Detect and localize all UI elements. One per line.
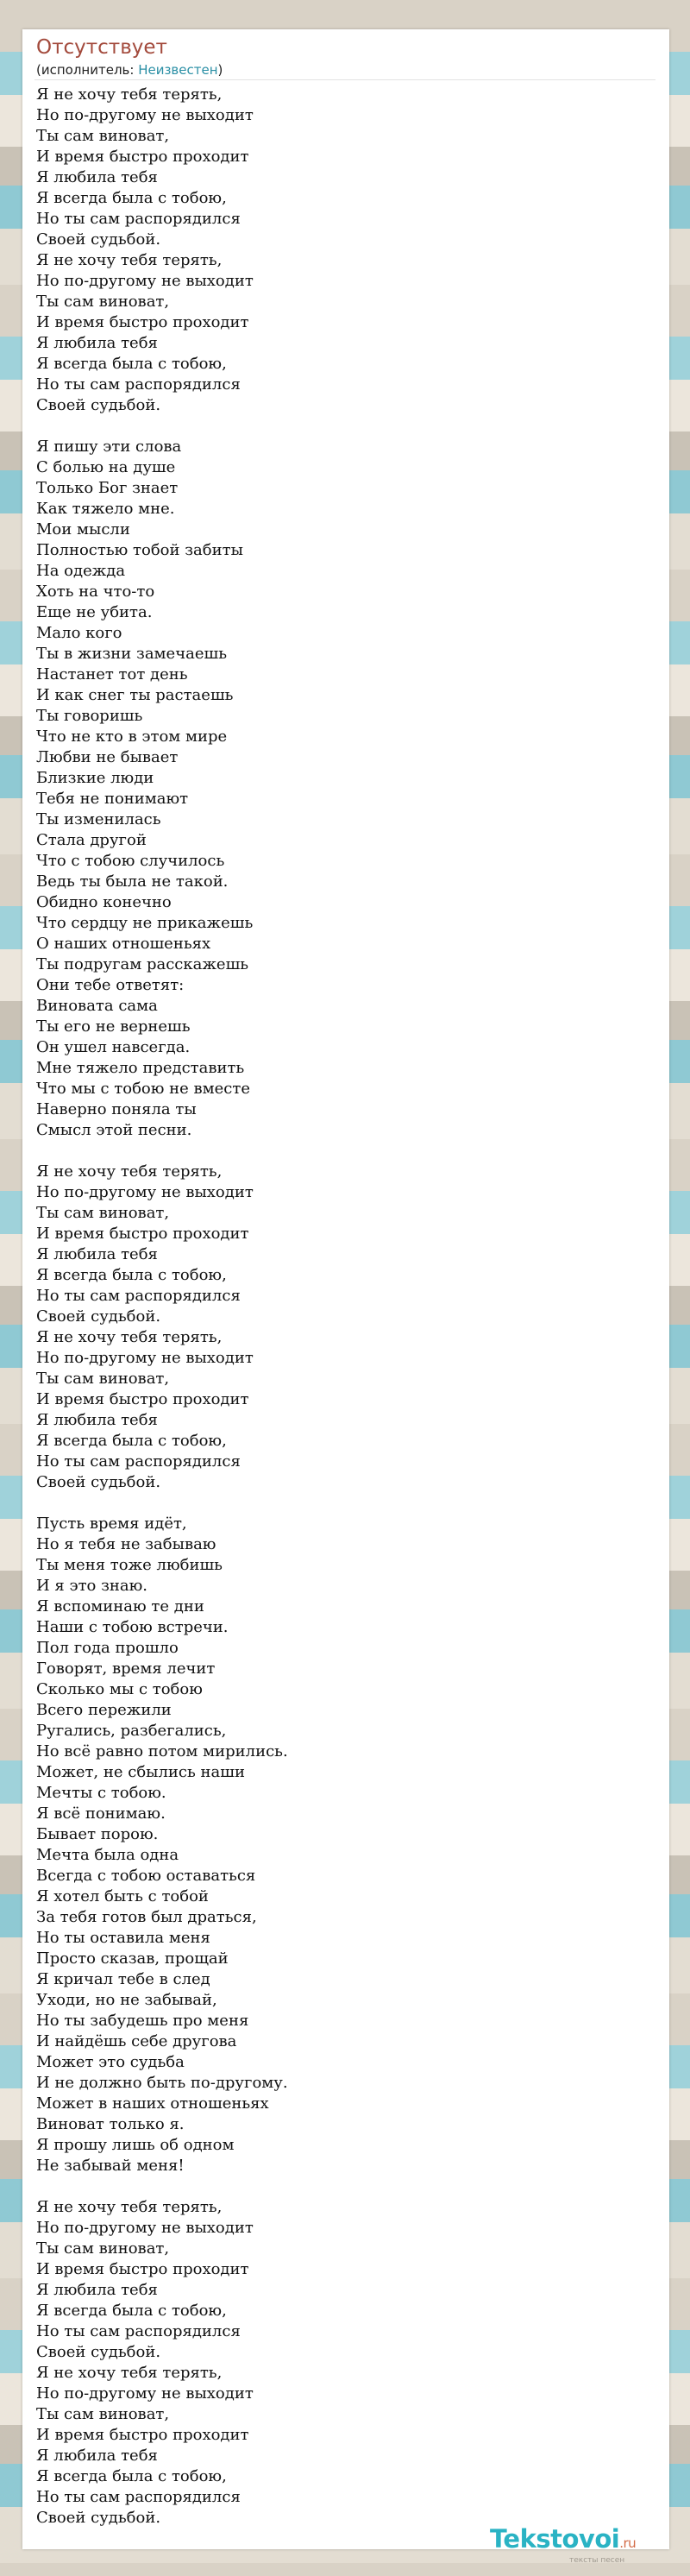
lyric-line: Я не хочу тебя терять, — [36, 2198, 223, 2216]
lyric-line: И время быстро проходит — [36, 148, 249, 166]
lyric-line: Но по-другому не выходит — [36, 1349, 254, 1367]
lyric-line: Но ты сам распорядился — [36, 375, 241, 394]
lyric-line: Хоть на что-то — [36, 583, 155, 601]
verse-break — [36, 2176, 640, 2197]
site-logo-tld: .ru — [619, 2535, 637, 2551]
lyric-line: Но по-другому не выходит — [36, 106, 254, 124]
lyric-line: Ты изменилась — [36, 810, 161, 828]
lyric-line: Но ты забудешь про меня — [36, 2012, 249, 2030]
lyric-line: Я всё понимаю. — [36, 1804, 166, 1823]
song-title: Отсутствует — [36, 36, 167, 59]
lyric-line: Ты сам виноват, — [36, 2405, 170, 2423]
lyric-line: Что с тобою случилось — [36, 852, 225, 870]
lyric-line: Не забывай меня! — [36, 2157, 185, 2175]
lyric-line: Всегда с тобою оставаться — [36, 1867, 256, 1885]
lyric-line: Но ты сам распорядился — [36, 1452, 241, 1471]
lyric-line: Как тяжело мне. — [36, 500, 175, 518]
lyric-line: На одежда — [36, 562, 126, 580]
lyric-line: Но я тебя не забываю — [36, 1535, 216, 1553]
lyric-line: Ты говоришь — [36, 707, 143, 725]
lyric-line: Пусть время идёт, — [36, 1515, 187, 1533]
lyric-line: И время быстро проходит — [36, 2426, 249, 2444]
lyric-line: Тебя не понимают — [36, 790, 189, 808]
lyric-line: Своей судьбой. — [36, 1473, 161, 1491]
lyric-line: Ты сам виноват, — [36, 1370, 170, 1388]
lyric-line: Я хотел быть с тобой — [36, 1887, 209, 1905]
lyric-line: Ты в жизни замечаешь — [36, 645, 228, 663]
lyric-line: Близкие люди — [36, 769, 154, 787]
lyric-line: Смысл этой песни. — [36, 1121, 192, 1139]
lyric-line: Я любила тебя — [36, 168, 158, 186]
lyric-line: Ты сам виноват, — [36, 293, 170, 311]
lyric-line: И не должно быть по-другому. — [36, 2074, 288, 2092]
site-logo-tagline: тексты песен — [569, 2556, 625, 2565]
lyric-line: Ведь ты была не такой. — [36, 872, 229, 891]
lyric-line: Пол года прошло — [36, 1639, 179, 1657]
lyric-line: Я не хочу тебя терять, — [36, 1328, 223, 1346]
lyric-line: Я всегда была с тобою, — [36, 2467, 227, 2485]
lyric-line: Но всё равно потом мирились. — [36, 1742, 288, 1760]
lyric-line: Своей судьбой. — [36, 2509, 161, 2527]
lyric-line: Еще не убита. — [36, 603, 153, 621]
lyric-line: Своей судьбой. — [36, 396, 161, 414]
lyric-line: Я любила тебя — [36, 2281, 158, 2299]
lyric-line: И найдёшь себе другова — [36, 2032, 237, 2050]
lyric-line: Но по-другому не выходит — [36, 2384, 254, 2403]
lyric-line: Что не кто в этом мире — [36, 727, 228, 746]
lyric-line: И время быстро проходит — [36, 1225, 249, 1243]
lyric-line: Я не хочу тебя терять, — [36, 1162, 223, 1181]
lyric-line: Что мы с тобою не вместе — [36, 1080, 250, 1098]
lyric-line: Настанет тот день — [36, 665, 188, 683]
lyric-line: Может в наших отношеньях — [36, 2094, 269, 2113]
lyric-line: Я прошу лишь об одном — [36, 2136, 235, 2154]
lyric-line: Ты сам виноват, — [36, 1204, 170, 1222]
header-divider — [34, 79, 656, 80]
lyric-line: Но ты оставила меня — [36, 1929, 210, 1947]
performer-link[interactable]: Неизвестен — [138, 62, 218, 78]
lyric-line: Мечты с тобою. — [36, 1784, 166, 1802]
lyric-line: Ругались, разбегались, — [36, 1722, 227, 1740]
lyric-line: Они тебе ответят: — [36, 976, 185, 994]
lyric-line: Но ты сам распорядился — [36, 2322, 241, 2340]
lyric-line: За тебя готов был драться, — [36, 1908, 257, 1926]
lyric-line: Сколько мы с тобою — [36, 1680, 203, 1698]
lyric-line: О наших отношеньях — [36, 935, 211, 953]
lyric-line: Мне тяжело представить — [36, 1059, 245, 1077]
lyric-line: Я не хочу тебя терять, — [36, 251, 223, 269]
site-logo[interactable] — [490, 2524, 636, 2554]
lyric-line: Но ты сам распорядился — [36, 2488, 241, 2506]
lyric-line: Но ты сам распорядился — [36, 1287, 241, 1305]
site-logo-brand: Tekstovoi — [490, 2524, 620, 2554]
lyric-line: Только Бог знает — [36, 479, 179, 497]
lyric-line: Я кричал тебе в след — [36, 1970, 210, 1988]
lyric-line: Полностью тобой забиты — [36, 541, 243, 559]
lyric-line: Я любила тебя — [36, 2447, 158, 2465]
lyric-line: Мало кого — [36, 624, 122, 642]
lyric-line: Ты подругам расскажешь — [36, 955, 249, 973]
lyric-line: Я всегда была с тобою, — [36, 1432, 227, 1450]
lyric-line: Наверно поняла ты — [36, 1100, 197, 1118]
lyric-line: Стала другой — [36, 831, 147, 849]
verse-break — [36, 1141, 640, 1162]
lyric-line: Всего пережили — [36, 1701, 172, 1719]
lyric-line: Но по-другому не выходит — [36, 2219, 254, 2237]
lyric-line: И время быстро проходит — [36, 2260, 249, 2278]
lyric-line: Виновата сама — [36, 997, 158, 1015]
lyric-line: Я любила тебя — [36, 1245, 158, 1263]
lyric-line: Говорят, время лечит — [36, 1660, 216, 1678]
lyric-line: Но по-другому не выходит — [36, 1183, 254, 1201]
lyric-line: Я не хочу тебя терять, — [36, 2364, 223, 2382]
lyric-line: Бывает порою. — [36, 1825, 159, 1843]
verse-break — [36, 1493, 640, 1514]
lyric-line: И время быстро проходит — [36, 313, 249, 331]
lyric-line: Ты меня тоже любишь — [36, 1556, 223, 1574]
lyric-line: Он ушел навсегда. — [36, 1038, 191, 1056]
lyric-line: Наши с тобою встречи. — [36, 1618, 229, 1636]
lyric-line: Ты его не вернешь — [36, 1017, 191, 1036]
lyric-line: С болью на душе — [36, 458, 176, 476]
verse-break — [36, 416, 640, 437]
lyric-line: Обидно конечно — [36, 893, 172, 911]
lyric-line: И я это знаю. — [36, 1577, 148, 1595]
lyric-line: Что сердцу не прикажешь — [36, 914, 254, 932]
lyric-line: Своей судьбой. — [36, 2343, 161, 2361]
lyric-line: Мои мысли — [36, 520, 130, 539]
lyric-line: Я пишу эти слова — [36, 438, 182, 456]
lyric-line: И как снег ты растаешь — [36, 686, 234, 704]
lyric-line: Своей судьбой. — [36, 1307, 161, 1326]
lyrics-body — [36, 85, 640, 2529]
lyric-line: Я всегда была с тобою, — [36, 1266, 227, 1284]
lyric-line: Я вспоминаю те дни — [36, 1597, 204, 1616]
lyric-line: Но по-другому не выходит — [36, 272, 254, 290]
lyric-line: Но ты сам распорядился — [36, 210, 241, 228]
lyric-line: Ты сам виноват, — [36, 127, 170, 145]
lyric-line: Я не хочу тебя терять, — [36, 85, 223, 104]
lyric-line: Я любила тебя — [36, 1411, 158, 1429]
lyric-line: Виноват только я. — [36, 2115, 185, 2133]
lyric-line: И время быстро проходит — [36, 1390, 249, 1408]
lyric-line: Просто сказав, прощай — [36, 1949, 229, 1968]
lyric-line: Я всегда была с тобою, — [36, 355, 227, 373]
lyric-line: Любви не бывает — [36, 748, 179, 766]
lyric-line: Уходи, но не забывай, — [36, 1991, 217, 2009]
lyric-line: Своей судьбой. — [36, 230, 161, 249]
lyric-line: Может это судьба — [36, 2053, 185, 2071]
performer-suffix: ) — [217, 62, 223, 78]
lyric-line: Я всегда была с тобою, — [36, 2302, 227, 2320]
lyric-line: Я всегда была с тобою, — [36, 189, 227, 207]
lyric-line: Я любила тебя — [36, 334, 158, 352]
lyric-line: Может, не сбылись наши — [36, 1763, 245, 1781]
performer-line — [36, 62, 223, 78]
performer-prefix: (исполнитель: — [36, 62, 139, 78]
lyric-line: Ты сам виноват, — [36, 2239, 170, 2258]
lyric-line: Мечта была одна — [36, 1846, 179, 1864]
